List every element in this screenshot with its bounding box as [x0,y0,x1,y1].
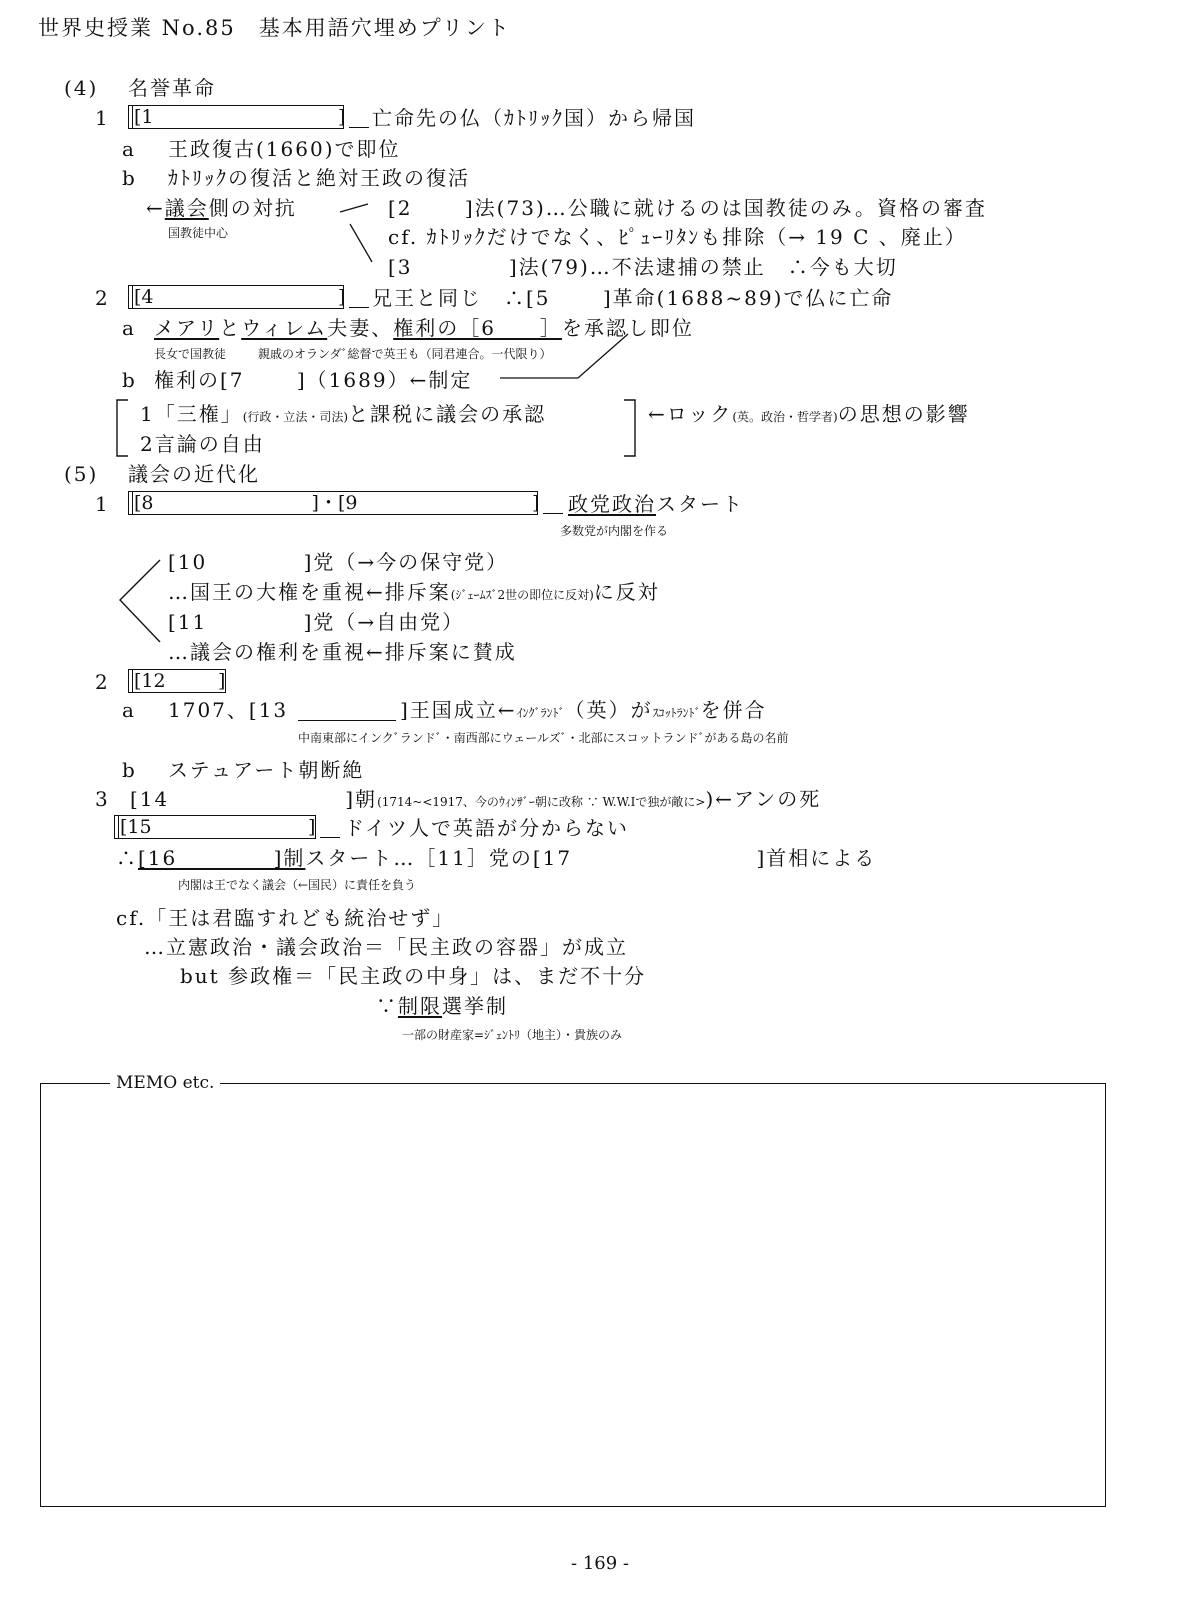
constitutional-govt: …立憲政治・議会政治＝「民主政の容器」が成立 [144,935,628,959]
section-4-number: (4) [64,76,99,100]
memo-title: MEMO etc. [110,1072,220,1094]
sub-text: ｶﾄﾘｯｸの復活と絶対王政の復活 [168,166,470,190]
item-number: 2 [95,286,110,310]
annotation-note: 多数党が内閣を作る [560,524,669,538]
blank-line-13 [298,720,396,721]
annotation-note: 国教徒中心 [168,226,229,240]
item-text: ドイツ人で英語が分からない [344,816,629,840]
answer-box-close: ] [338,286,346,308]
answer-box-4[interactable] [128,285,344,309]
sub-label: b [122,758,137,782]
item-text: 亡命先の仏（ｶﾄﾘｯｸ国）から帰国 [372,106,696,130]
section-5-heading: 議会の近代化 [128,462,260,486]
item-text: 政党政治スタート [568,492,744,516]
memo-area[interactable] [40,1083,1106,1507]
party-11: [11 ]党（→自由党） [168,610,465,634]
page-title: 世界史授業 No.85 基本用語穴埋めプリント [38,16,511,40]
chevron-bracket [116,558,166,648]
branch-lines [338,202,378,272]
annotation-note: 長女で国教徒 [154,347,227,361]
reign-not-rule: cf.「王は君臨すれども統治せず」 [116,906,455,930]
sub-label: a [122,698,136,722]
sub-label: a [122,316,136,340]
item-number: 2 [95,670,110,694]
limited-election: ∵制限選挙制 [376,994,508,1018]
answer-box-close: ] [338,106,346,128]
law-2-note: cf. ｶﾄﾘｯｸだけでなく、ﾋﾟｭｰﾘﾀﾝも排除（→ 19 C 、廃止） [388,225,967,249]
party-10-desc: …国王の大権を重視←排斥案(ｼﾞｪｰﾑｽﾞ2世の即位に反対)に反対 [168,580,660,604]
answer-box-label: [15 [120,816,152,838]
right-bracket [622,398,638,458]
law-2: [2 ]法(73)…公職に就けるのは国教徒のみ。資格の審査 [388,196,987,220]
answer-box-label: [12 [134,670,166,692]
item-text: 兄王と同じ ∴[5 ]革命(1688~89)で仏に亡命 [372,286,894,310]
item-number: 3 [95,787,110,811]
answer-box-1[interactable] [128,105,344,129]
cabinet-system: ∴[16 ]制スタート…［11］党の[17 ]首相による [116,846,877,870]
locke-influence: ←ロック(英。政治・哲学者)の思想の影響 [648,402,970,426]
suffrage-note: but 参政権＝「民主政の中身」は、まだ不十分 [180,964,647,988]
law-3: [3 ]法(79)…不法逮捕の禁止 ∴今も大切 [388,255,898,279]
answer-box-label: [1 [134,106,154,128]
sub-text: 王政復古(1660)で即位 [168,137,401,161]
sub-label: b [122,166,137,190]
hanover-dynasty: [14 ]朝(1714~<1917、今のｳｨﾝｻﾞｰ朝に改称 ∵ W.W.Ⅰで独が敵に>)←アンの死 [130,787,822,811]
answer-box-label: [4 [134,286,154,308]
sub-text-1707: 1707、[13 [168,698,289,722]
answer-box-close: ] [218,670,226,692]
annotation-note: 中南東部にインクﾞランドﾞ・南西部にウェールズﾞ・北部にスコットランドﾞがある島の名前 [298,731,789,745]
sub-label: b [122,368,137,392]
sub-label: a [122,137,136,161]
annotation-note: 親戚のオランダﾞ総督で英王も（同君連合。一代限り） [258,347,552,361]
bill-of-rights-item-1: 1「三権」(行政・立法・司法)と課税に議会の承認 [140,402,547,426]
connector-line [320,837,340,838]
link-line [498,330,658,390]
answer-box-close: ] [532,492,540,514]
answer-box-close: ] [308,816,316,838]
annotation-note: 一部の財産家=ｼﾞｪﾝﾄﾘ（地主）・貴族のみ [402,1028,623,1042]
item-number: 1 [95,492,110,516]
sub-text-union: ]王国成立←ｲﾝｸﾞﾗﾝﾄﾞ（英）がｽｺｯﾄﾗﾝﾄﾞを併合 [400,698,767,722]
section-4-heading: 名誉革命 [128,76,216,100]
sub-text: ステュアート朝断絶 [168,758,365,782]
sub-text: 権利の[7 ]（1689）←制定 [154,368,473,392]
connector-line [543,513,563,514]
item-number: 1 [95,106,110,130]
bill-of-rights-item-2: 2言論の自由 [140,432,265,456]
parliament-counter: ←議会側の対抗 [146,196,297,220]
party-11-desc: …議会の権利を重視←排斥案に賛成 [168,640,517,664]
answer-box-label: [8 ]・[9 [134,492,358,514]
left-bracket [114,398,130,458]
page-number: - 169 - [571,1553,629,1574]
section-5-number: (5) [64,462,99,486]
annotation-note: 内閣は王でなく議会（←国民）に責任を負う [178,878,417,892]
connector-line [349,127,369,128]
sub-text: メアリとウィレム夫妻、権利の［6 ］を承認し即位 [154,316,694,340]
party-10: [10 ]党（→今の保守党） [168,550,509,574]
connector-line [349,307,369,308]
